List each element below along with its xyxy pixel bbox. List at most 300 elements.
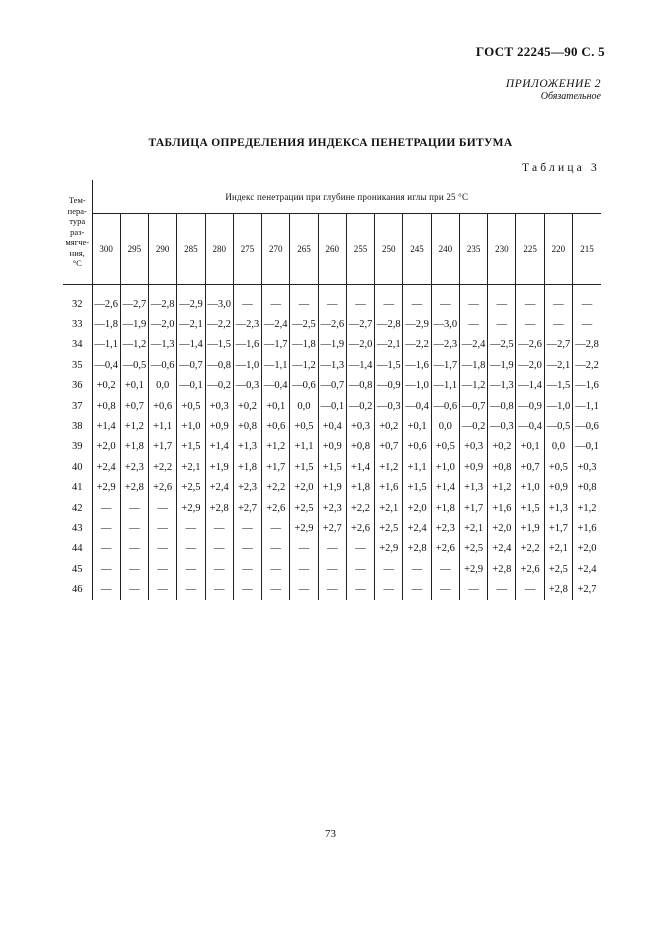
index-value-cell: +2,0 xyxy=(577,543,597,555)
index-value-cell: — xyxy=(177,518,205,538)
index-value-cell: —0,1 xyxy=(318,396,346,416)
index-value-cell: — xyxy=(516,579,544,599)
index-value-cell: — xyxy=(290,294,318,314)
index-value-cell: —0,5 xyxy=(120,355,148,375)
index-value-cell: — xyxy=(262,539,290,559)
depth-column-header: 245 xyxy=(403,214,431,285)
index-value-cell: — xyxy=(120,579,148,599)
index-value-cell: —1,2 xyxy=(459,376,487,396)
index-value-cell: —0,8 xyxy=(205,355,233,375)
index-value-cell: — xyxy=(488,314,516,334)
index-value-cell: +1,8 xyxy=(431,498,459,518)
index-value-cell: +0,5 xyxy=(544,457,572,477)
index-value-cell: +2,8 xyxy=(544,579,572,599)
index-value-cell: —0,5 xyxy=(544,416,572,436)
index-value-cell: +2,0 xyxy=(403,498,431,518)
index-value-cell: — xyxy=(318,294,346,314)
spacer-cell xyxy=(346,285,374,295)
index-value-cell: +0,9 xyxy=(544,478,572,498)
index-value-cell: +2,1 xyxy=(544,539,572,559)
index-value-cell: —2,2 xyxy=(575,359,599,371)
index-value-cell: —2,6 xyxy=(318,314,346,334)
index-value-cell: —0,7 xyxy=(459,396,487,416)
index-value-cell: — xyxy=(488,579,516,599)
index-value-cell: +1,4 xyxy=(346,457,374,477)
index-value-cell: —2,2 xyxy=(403,335,431,355)
temp-header-line: ния, xyxy=(69,247,85,258)
index-value-cell: —0,6 xyxy=(431,396,459,416)
depth-column-header: 280 xyxy=(205,214,233,285)
index-value-cell: +0,6 xyxy=(403,437,431,457)
index-value-cell: +1,1 xyxy=(403,457,431,477)
index-value-cell: —1,9 xyxy=(488,355,516,375)
appendix-block xyxy=(506,78,601,102)
index-value-cell: — xyxy=(233,518,261,538)
index-value-cell: —2,9 xyxy=(177,294,205,314)
index-value-cell: +2,5 xyxy=(459,539,487,559)
index-value-cell: +2,1 xyxy=(459,518,487,538)
index-value-cell: —1,4 xyxy=(177,335,205,355)
index-value-cell: +0,3 xyxy=(205,396,233,416)
temperature-cell: 37 xyxy=(63,396,92,416)
index-value-cell: 0,0 xyxy=(544,437,572,457)
depth-column-header: 250 xyxy=(375,214,403,285)
index-value-cell: +2,2 xyxy=(346,498,374,518)
index-value-cell: +0,8 xyxy=(233,416,261,436)
table-row xyxy=(63,335,601,355)
index-value-cell: — xyxy=(431,579,459,599)
index-value-cell: +1,6 xyxy=(375,478,403,498)
index-value-cell: +0,7 xyxy=(516,457,544,477)
index-value-cell: —2,8 xyxy=(149,294,177,314)
index-value-cell: —1,1 xyxy=(431,376,459,396)
index-value-cell: —2,3 xyxy=(233,314,261,334)
penetration-index-table xyxy=(63,180,601,600)
index-value-cell: +0,8 xyxy=(577,482,597,494)
index-value-cell: +1,3 xyxy=(544,498,572,518)
index-value-cell: —0,8 xyxy=(488,396,516,416)
index-value-cell: — xyxy=(346,294,374,314)
index-value-cell: +0,5 xyxy=(177,396,205,416)
table-row xyxy=(63,498,601,518)
index-value-cell: — xyxy=(459,314,487,334)
index-value-cell: +2,4 xyxy=(403,518,431,538)
index-value-cell: +1,7 xyxy=(459,498,487,518)
index-value-cell: — xyxy=(375,559,403,579)
table-row xyxy=(63,376,601,396)
index-value-cell: —0,1 xyxy=(177,376,205,396)
index-value-cell: — xyxy=(177,579,205,599)
temperature-cell: 41 xyxy=(63,478,92,498)
index-value-cell: +0,3 xyxy=(346,416,374,436)
temp-header-line: тура xyxy=(69,216,86,227)
index-value-cell: +1,1 xyxy=(290,437,318,457)
index-value-cell: — xyxy=(403,294,431,314)
index-value-cell: —2,2 xyxy=(205,314,233,334)
index-value-cell: — xyxy=(149,498,177,518)
index-value-cell: —1,7 xyxy=(431,355,459,375)
index-value-cell: —0,4 xyxy=(403,396,431,416)
index-value-cell: +0,6 xyxy=(262,416,290,436)
index-value-cell: — xyxy=(346,539,374,559)
index-value-cell: — xyxy=(120,539,148,559)
index-value-cell: +2,9 xyxy=(459,559,487,579)
temperature-cell: 33 xyxy=(63,314,92,334)
index-value-cell: +2,8 xyxy=(120,478,148,498)
index-value-cell: — xyxy=(403,559,431,579)
temperature-cell: 45 xyxy=(63,559,92,579)
index-value-cell: — xyxy=(290,559,318,579)
index-value-cell: —1,1 xyxy=(262,355,290,375)
index-value-cell: +1,5 xyxy=(318,457,346,477)
index-value-cell: —0,1 xyxy=(575,441,599,453)
index-value-cell: — xyxy=(262,579,290,599)
index-value-cell: +0,1 xyxy=(516,437,544,457)
index-value-cell: —0,6 xyxy=(149,355,177,375)
table-title: ТАБЛИЦА ОПРЕДЕЛЕНИЯ ИНДЕКСА ПЕНЕТРАЦИИ БИТУМА xyxy=(148,137,513,149)
table-row xyxy=(63,579,601,599)
temperature-cell: 32 xyxy=(63,294,92,314)
temp-header-line: Тем- xyxy=(68,194,86,205)
index-value-cell: +1,4 xyxy=(92,416,120,436)
index-value-cell: —2,3 xyxy=(431,335,459,355)
index-value-cell: +2,5 xyxy=(290,498,318,518)
index-value-cell: +2,3 xyxy=(120,457,148,477)
index-value-cell: +1,5 xyxy=(516,498,544,518)
spacer-cell xyxy=(149,285,177,295)
index-value-cell: — xyxy=(318,539,346,559)
page-number: 73 xyxy=(325,828,336,840)
index-value-cell: — xyxy=(375,294,403,314)
index-value-cell: —1,6 xyxy=(575,380,599,392)
index-value-cell: —2,0 xyxy=(346,335,374,355)
index-value-cell: +1,1 xyxy=(149,416,177,436)
table-number: Таблица 3 xyxy=(522,162,600,174)
index-value-cell: +0,1 xyxy=(120,376,148,396)
index-value-cell: —0,8 xyxy=(346,376,374,396)
index-value-cell: — xyxy=(149,559,177,579)
index-value-cell: —1,3 xyxy=(488,376,516,396)
index-value-cell: —2,9 xyxy=(403,314,431,334)
index-value-cell: —1,1 xyxy=(575,400,599,412)
index-value-cell: —2,0 xyxy=(516,355,544,375)
spacer-cell xyxy=(262,285,290,295)
index-value-cell: —1,8 xyxy=(92,314,120,334)
index-value-cell: +0,5 xyxy=(431,437,459,457)
depth-column-header: 255 xyxy=(346,214,374,285)
index-value-cell: +2,5 xyxy=(544,559,572,579)
index-value-cell: —1,2 xyxy=(120,335,148,355)
index-value-cell: +2,2 xyxy=(149,457,177,477)
spacer-cell xyxy=(431,285,459,295)
index-value-cell: +0,6 xyxy=(149,396,177,416)
index-value-cell: —1,3 xyxy=(318,355,346,375)
index-value-cell: —1,5 xyxy=(205,335,233,355)
index-value-cell: +1,6 xyxy=(577,522,597,534)
spacer-cell xyxy=(92,285,120,295)
index-value-cell: —1,5 xyxy=(375,355,403,375)
spacer-cell xyxy=(488,285,516,295)
temp-header-line: °С xyxy=(72,258,82,269)
index-value-cell: — xyxy=(149,539,177,559)
index-value-cell: +2,5 xyxy=(177,478,205,498)
index-value-cell: — xyxy=(346,559,374,579)
temp-header-line: раз- xyxy=(70,226,85,237)
index-value-cell: +1,0 xyxy=(177,416,205,436)
index-value-cell: +1,9 xyxy=(318,478,346,498)
index-value-cell: +2,4 xyxy=(577,563,597,575)
index-value-cell: — xyxy=(544,294,572,314)
index-value-cell: —2,4 xyxy=(459,335,487,355)
index-value-cell: +2,0 xyxy=(92,437,120,457)
index-value-cell: +1,8 xyxy=(233,457,261,477)
index-value-cell: — xyxy=(318,579,346,599)
index-value-cell: +1,5 xyxy=(177,437,205,457)
index-value-cell: — xyxy=(516,294,544,314)
index-value-cell: +1,8 xyxy=(346,478,374,498)
depth-column-header: 295 xyxy=(120,214,148,285)
temperature-cell: 39 xyxy=(63,437,92,457)
index-value-cell: +2,8 xyxy=(205,498,233,518)
appendix-subtitle: Обязательное xyxy=(540,91,601,102)
index-value-cell: —1,1 xyxy=(92,335,120,355)
depth-column-header: 220 xyxy=(544,214,572,285)
document-reference: ГОСТ 22245—90 С. 5 xyxy=(475,44,605,59)
index-value-cell: —1,4 xyxy=(346,355,374,375)
index-value-cell: —0,6 xyxy=(290,376,318,396)
index-value-cell: +2,0 xyxy=(290,478,318,498)
index-value-cell: —0,3 xyxy=(488,416,516,436)
temperature-cell: 40 xyxy=(63,457,92,477)
index-value-cell: +2,1 xyxy=(375,498,403,518)
spacer-cell xyxy=(516,285,544,295)
table-row xyxy=(63,294,601,314)
index-value-cell: — xyxy=(290,539,318,559)
index-value-cell: +1,4 xyxy=(431,478,459,498)
index-value-cell: —0,9 xyxy=(375,376,403,396)
index-value-cell: —3,0 xyxy=(431,314,459,334)
index-value-cell: —2,5 xyxy=(290,314,318,334)
index-value-cell: —1,8 xyxy=(459,355,487,375)
index-value-cell: —2,7 xyxy=(544,335,572,355)
index-value-cell: +2,2 xyxy=(262,478,290,498)
index-value-cell: +1,0 xyxy=(431,457,459,477)
index-value-cell: +1,2 xyxy=(120,416,148,436)
index-value-cell: +1,5 xyxy=(290,457,318,477)
spacer-cell xyxy=(290,285,318,295)
depth-column-header: 285 xyxy=(177,214,205,285)
index-value-cell: — xyxy=(149,579,177,599)
index-value-cell: —3,0 xyxy=(205,294,233,314)
index-value-cell: — xyxy=(233,559,261,579)
index-value-cell: +0,9 xyxy=(318,437,346,457)
index-value-cell: +2,7 xyxy=(318,518,346,538)
depth-column-header: 275 xyxy=(233,214,261,285)
index-value-cell: +0,2 xyxy=(375,416,403,436)
index-value-cell: — xyxy=(120,518,148,538)
index-value-cell: —2,1 xyxy=(177,314,205,334)
index-value-cell: —2,6 xyxy=(516,335,544,355)
index-value-cell: +2,1 xyxy=(177,457,205,477)
index-value-cell: +1,2 xyxy=(262,437,290,457)
index-value-cell: +2,9 xyxy=(177,498,205,518)
index-value-cell: +0,8 xyxy=(92,396,120,416)
depth-column-header: 265 xyxy=(290,214,318,285)
index-value-cell: +1,6 xyxy=(488,498,516,518)
index-value-cell: +2,5 xyxy=(375,518,403,538)
index-value-cell: —0,4 xyxy=(92,355,120,375)
index-value-cell: +2,4 xyxy=(488,539,516,559)
index-value-cell: +1,9 xyxy=(205,457,233,477)
table-row xyxy=(63,539,601,559)
index-value-cell: — xyxy=(544,314,572,334)
index-value-cell: +0,8 xyxy=(346,437,374,457)
index-value-cell: — xyxy=(290,579,318,599)
temp-header-line: мягче- xyxy=(65,237,90,248)
index-value-cell: +0,3 xyxy=(577,461,597,473)
index-value-cell: +0,9 xyxy=(459,457,487,477)
index-value-cell: — xyxy=(318,559,346,579)
index-value-cell: +0,4 xyxy=(318,416,346,436)
temperature-column-header xyxy=(63,180,92,285)
index-value-cell: —1,6 xyxy=(233,335,261,355)
table-body xyxy=(63,285,601,600)
spacer-cell xyxy=(120,285,148,295)
index-value-cell: — xyxy=(262,518,290,538)
index-value-cell: +1,0 xyxy=(516,478,544,498)
index-value-cell: —1,9 xyxy=(120,314,148,334)
index-value-cell: —2,7 xyxy=(120,294,148,314)
penetration-index-span-header: Индекс пенетрации при глубине проникания иглы при 25 °С xyxy=(92,180,601,214)
table-row xyxy=(63,457,601,477)
index-value-cell: — xyxy=(431,559,459,579)
index-value-cell: — xyxy=(581,298,593,310)
index-value-cell: +2,3 xyxy=(318,498,346,518)
index-value-cell: —0,2 xyxy=(459,416,487,436)
index-value-cell: +0,2 xyxy=(92,376,120,396)
index-value-cell: —2,8 xyxy=(375,314,403,334)
index-value-cell: —0,7 xyxy=(318,376,346,396)
index-value-cell: — xyxy=(205,539,233,559)
depth-column-header: 230 xyxy=(488,214,516,285)
spacer-cell xyxy=(205,285,233,295)
index-value-cell: +0,2 xyxy=(488,437,516,457)
index-value-cell: — xyxy=(205,518,233,538)
index-value-cell: +2,7 xyxy=(577,584,597,596)
temperature-cell: 46 xyxy=(63,579,92,599)
index-value-cell: +0,1 xyxy=(403,416,431,436)
index-value-cell: +1,9 xyxy=(516,518,544,538)
table-row xyxy=(63,437,601,457)
index-value-cell: 0,0 xyxy=(290,396,318,416)
index-value-cell: — xyxy=(92,559,120,579)
index-value-cell: +1,7 xyxy=(262,457,290,477)
index-value-cell: +1,2 xyxy=(375,457,403,477)
index-value-cell: +1,2 xyxy=(488,478,516,498)
table-spacer-row xyxy=(63,285,601,295)
index-value-cell: +0,7 xyxy=(120,396,148,416)
index-value-cell: +2,9 xyxy=(92,478,120,498)
temperature-cell: 44 xyxy=(63,539,92,559)
spacer-cell xyxy=(403,285,431,295)
depth-column-header: 260 xyxy=(318,214,346,285)
index-value-cell: — xyxy=(120,498,148,518)
index-value-cell: —1,3 xyxy=(149,335,177,355)
table-row xyxy=(63,518,601,538)
index-value-cell: — xyxy=(233,294,261,314)
index-value-cell: +2,8 xyxy=(488,559,516,579)
index-value-cell: +2,9 xyxy=(375,539,403,559)
index-value-cell: +1,7 xyxy=(149,437,177,457)
index-value-cell: — xyxy=(205,579,233,599)
index-value-cell: +0,3 xyxy=(459,437,487,457)
index-value-cell: — xyxy=(233,579,261,599)
index-value-cell: +2,0 xyxy=(488,518,516,538)
index-value-cell: — xyxy=(488,294,516,314)
index-value-cell: —1,0 xyxy=(233,355,261,375)
index-value-cell: —1,6 xyxy=(403,355,431,375)
appendix-title: ПРИЛОЖЕНИЕ 2 xyxy=(505,78,601,90)
index-value-cell: —2,1 xyxy=(375,335,403,355)
index-value-cell: —1,2 xyxy=(290,355,318,375)
index-value-cell: +2,6 xyxy=(346,518,374,538)
index-value-cell: +1,3 xyxy=(233,437,261,457)
depth-header-row xyxy=(63,214,601,285)
spacer-cell xyxy=(233,285,261,295)
index-value-cell: +2,6 xyxy=(431,539,459,559)
index-value-cell: —2,5 xyxy=(488,335,516,355)
spacer-cell xyxy=(177,285,205,295)
index-value-cell: +2,4 xyxy=(92,457,120,477)
spacer-cell xyxy=(459,285,487,295)
table-row xyxy=(63,559,601,579)
spacer-cell xyxy=(375,285,403,295)
index-value-cell: +2,6 xyxy=(262,498,290,518)
index-value-cell: +0,2 xyxy=(233,396,261,416)
index-value-cell: —0,4 xyxy=(516,416,544,436)
index-value-cell: +2,6 xyxy=(516,559,544,579)
index-value-cell: — xyxy=(262,294,290,314)
index-value-cell: —1,8 xyxy=(290,335,318,355)
index-value-cell: —0,3 xyxy=(375,396,403,416)
temperature-cell: 34 xyxy=(63,335,92,355)
table-row xyxy=(63,478,601,498)
index-value-cell: — xyxy=(375,579,403,599)
index-value-cell: —2,1 xyxy=(544,355,572,375)
index-value-cell: — xyxy=(262,559,290,579)
index-value-cell: — xyxy=(205,559,233,579)
index-value-cell: — xyxy=(581,319,593,331)
index-value-cell: +1,7 xyxy=(544,518,572,538)
index-value-cell: — xyxy=(459,579,487,599)
index-value-cell: +0,9 xyxy=(205,416,233,436)
index-value-cell: +2,9 xyxy=(290,518,318,538)
index-value-cell: — xyxy=(92,579,120,599)
index-value-cell: —2,4 xyxy=(262,314,290,334)
depth-column-header: 270 xyxy=(262,214,290,285)
index-value-cell: — xyxy=(516,314,544,334)
table-row xyxy=(63,396,601,416)
temperature-cell: 35 xyxy=(63,355,92,375)
index-value-cell: +0,8 xyxy=(488,457,516,477)
index-value-cell: —0,7 xyxy=(177,355,205,375)
index-value-cell: — xyxy=(459,294,487,314)
index-value-cell: +1,8 xyxy=(120,437,148,457)
index-value-cell: —1,9 xyxy=(318,335,346,355)
index-value-cell: +2,2 xyxy=(516,539,544,559)
index-value-cell: — xyxy=(177,539,205,559)
index-value-cell: 0,0 xyxy=(149,376,177,396)
